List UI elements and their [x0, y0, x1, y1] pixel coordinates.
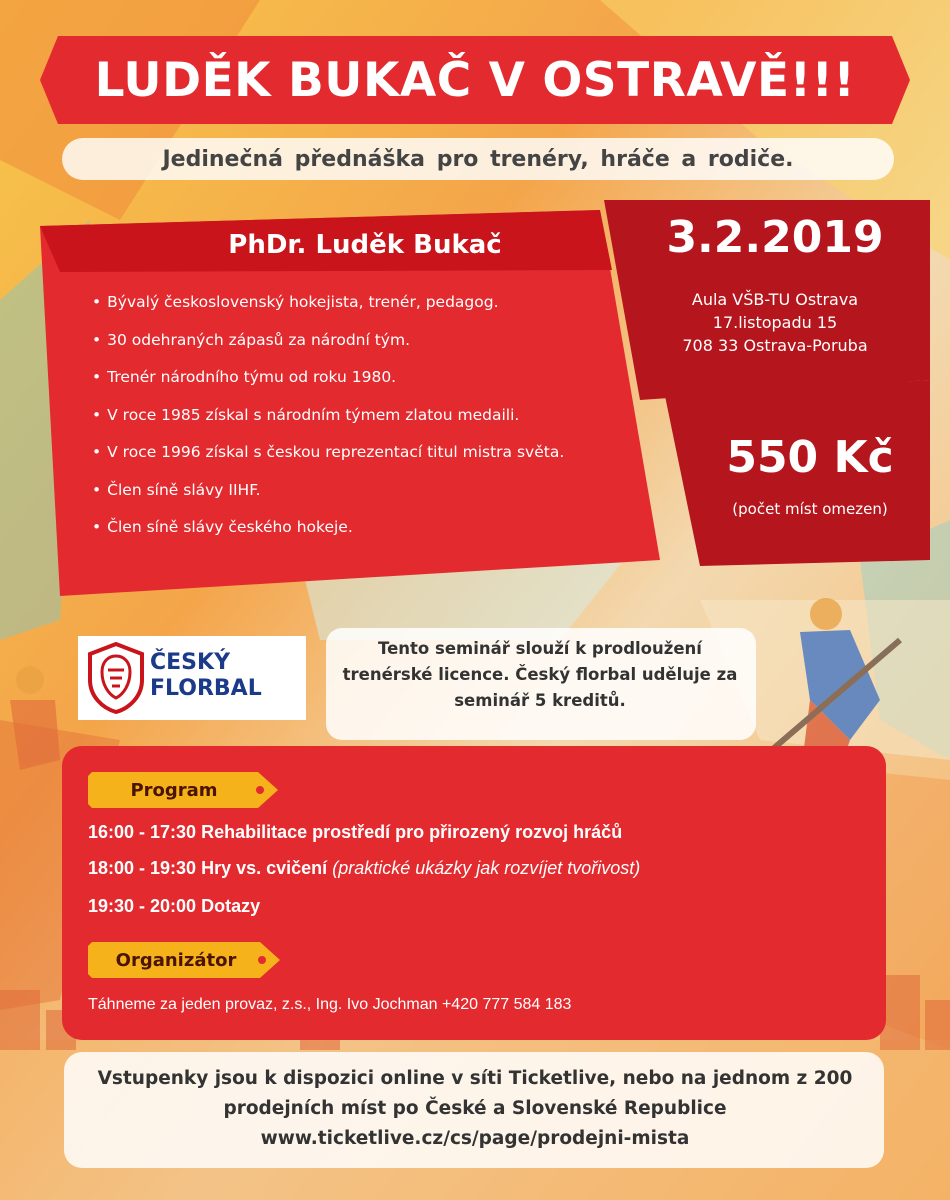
bio-item: • Bývalý československý hokejista, trenér, pedagog. — [92, 284, 632, 322]
bio-item: • Člen síně slávy IIHF. — [92, 472, 632, 510]
bio-item: • Trenér národního týmu od roku 1980. — [92, 359, 632, 397]
venue-line: Aula VŠB-TU Ostrava — [691, 290, 859, 309]
event-date: 3.2.2019 — [666, 212, 884, 263]
program-row — [88, 822, 622, 843]
speaker-bio-list — [92, 284, 632, 547]
tickets-info-text: Vstupenky jsou k dispozici online v síti Ticketlive, nebo na jednom z 200 prodejních míst po České a Slovenské Republice www.ticketlive.cz/cs/page/prodejni-mista — [97, 1068, 853, 1149]
poster-subtitle: Jedinečná přednáška pro trenéry, hráče a rodiče. — [62, 138, 894, 180]
logo-line: ČESKÝ — [150, 650, 230, 675]
program-title: Dotazy — [201, 896, 261, 916]
bio-item: • 30 odehraných zápasů za národní tým. — [92, 322, 632, 360]
lion-shield-icon — [86, 642, 146, 714]
ticket-price: 550 Kč — [726, 432, 894, 483]
logo-wordmark — [150, 650, 262, 702]
venue-line: 17.listopadu 15 — [712, 313, 838, 332]
program-time: 16:00 - 17:30 — [88, 822, 197, 842]
price-note: (počet míst omezen) — [732, 500, 888, 518]
venue-line: 708 33 Ostrava-Poruba — [682, 336, 868, 355]
poster-title: LUDĚK BUKAČ V OSTRAVĚ!!! — [94, 52, 856, 108]
organizer-label: Organizátor — [115, 949, 237, 971]
speaker-name: PhDr. Luděk Bukač — [228, 230, 502, 260]
program-row — [88, 858, 640, 879]
bio-item: • Člen síně slávy českého hokeje. — [92, 509, 632, 547]
program-time: 19:30 - 20:00 — [88, 896, 197, 916]
license-text: Tento seminář slouží k prodloužení trenérské licence. Český florbal uděluje za seminář 5 kreditů. — [342, 639, 738, 710]
program-title: Hry vs. cvičení — [201, 858, 328, 878]
organizer-contact: Táhneme za jeden provaz, z.s., Ing. Ivo Jochman +420 777 584 183 — [88, 996, 572, 1013]
logo-line: FLORBAL — [150, 676, 262, 701]
bio-item: • V roce 1996 získal s českou reprezentací titul mistra světa. — [92, 434, 632, 472]
program-title: Rehabilitace prostředí pro přirozený rozvoj hráčů — [201, 822, 623, 842]
bio-item: • V roce 1985 získal s národním týmem zlatou medaili. — [92, 397, 632, 435]
program-row — [88, 896, 260, 917]
program-time: 18:00 - 19:30 — [88, 858, 197, 878]
event-venue — [640, 288, 910, 357]
program-label: Program — [130, 779, 218, 801]
program-note: (praktické ukázky jak rozvíjet tvořivost) — [332, 858, 641, 878]
